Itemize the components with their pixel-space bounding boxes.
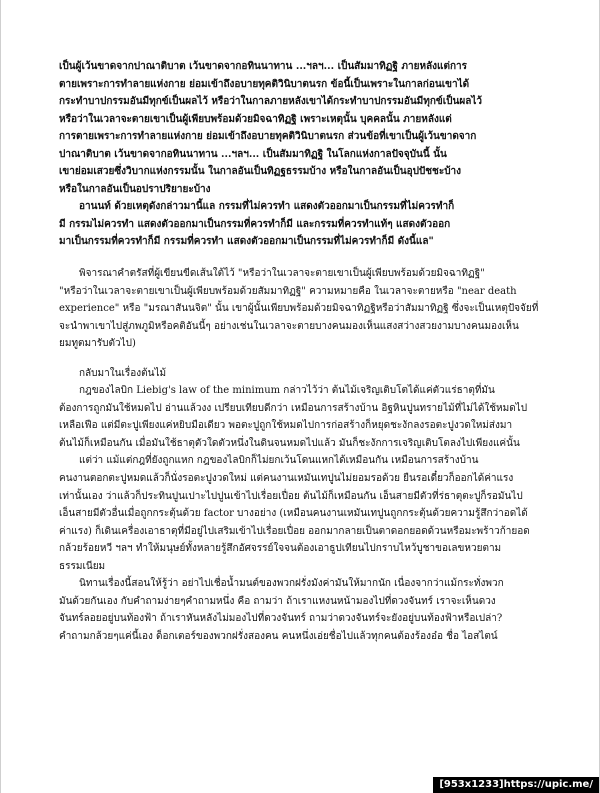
text-line: ยมทูตมารับตัวไป) xyxy=(59,338,136,350)
section-heading: กลับมาในเรื่องต้นไม้ xyxy=(79,367,167,379)
text-line: หรือว่าในเวลาจะตายเขาเป็นผู้เพียบพร้อมด้วยมิจฉาทิฏฐิ เพราะเหตุนั้น บุคคลนั้น ภายหลังแต่ xyxy=(59,113,452,125)
text-line: ปาณาติบาต เว้นขาดจากอทินนาทาน ...ฯลฯ... เป็นสัมมาทิฏฐิ ในโลกแห่งกาลปัจจุบันนี้ นั้น xyxy=(59,148,447,160)
text-line: ธรรมเนียม xyxy=(59,560,106,572)
text-line: คนงานตอกตะปูหมดแล้วก็นั่งรอตะปูงวดใหม่ แต่คนงานเหมันเทปูนไม่ยอมรอด้วย ยืนรอเดี๋ยวก็ออกได้ค่าแรง xyxy=(59,473,514,485)
text-line: เหลือเฟือ แต่มีตะปูเพียงแค่หยิบมือเดียว พอตะปูถูกใช้หมดไปการก่อสร้างก็หยุดชะงักลงรอตะปูงวดใหม่ส่งมา xyxy=(59,420,513,432)
text-line: experience" หรือ "มรณาสันนจิต" นั้น เขาผู้นั้นเพียบพร้อมด้วยมิจฉาทิฏฐิหรือว่าสัมมาทิฏฐิ ซึ่งจะเป็นเหตุปัจจัยที่ xyxy=(59,303,539,315)
text-line: มาเป็นกรรมที่ควรทำก็มี กรรมที่ควรทำ แสดงตัวออกมาเป็นกรรมที่ไม่ควรทำก็มี ดังนี้แล" xyxy=(59,236,434,248)
text-line: ต้องการถูกมันใช้หมดไป อ่านแล้วงง เปรียบเทียบดีกว่า เหมือนการสร้างบ้าน อิฐหินปูนทรายไม้ที่ไม่ได้ใช้หมดไป xyxy=(59,402,528,414)
text-line: ต้นไม้ก็เหมือนกัน เมื่อมันใช้ธาตุตัวใดตัวหนึ่งในดินจนหมดไปแล้ว มันก็ชะงักการเจริญเติบโตลงไปเพียงแค่นั้น xyxy=(59,437,520,449)
document-body xyxy=(59,58,551,646)
text-line: "หรือว่าในเวลาจะตายเขาเป็นผู้เพียบพร้อมด้วยสัมมาทิฏฐิ" ความหมายคือ ในเวลาจะตายหรือ "near death xyxy=(59,285,517,297)
text-line: เท่านั้นเอง ว่าแล้วก็ประทินปูนเปาะไปปูนเข้าไปเรื่อยเปื่อย ต้นไม้ก็เหมือนกัน เอ็นสายมีตัวที่ร่ธาตุตะปูก็รอมันไป xyxy=(59,490,523,502)
image-host-watermark: [953x1233]https://upic.me/ xyxy=(433,777,599,793)
text-line: พิจารณาคำตรัสที่ผู้เขียนขีดเส้นใต้ไว้ "หรือว่าในเวลาจะตายเขาเป็นผู้เพียบพร้อมด้วยมิจฉาทิฏฐิ" xyxy=(79,268,485,280)
text-line: ค่าแรง) ก็เดินเครื่องเอาธาตุที่มีอยู่ไปเสริมเข้าไปเรื่อยเปื่อย ออกมากลายเป็นตาดอกยอดด้วนหรือมะพร้าวก้ายอด xyxy=(59,525,530,537)
text-line: กระทำบาปกรรมอันมีทุกข์เป็นผลไว้ หรือว่าในกาลภายหลังเขาได้กระทำบาปกรรมอันมีทุกข์เป็นผลไว้ xyxy=(59,96,482,108)
text-line: จันทร์ลอยอยู่บนท้องฟ้า ถ้าเราหันหลังไม่มองไปที่ดวงจันทร์ ถามว่าดวงจันทร์จะยังอยู่บนท้องฟ้าหรือเปล่า? xyxy=(59,613,503,625)
text-line: มันด้วยกันเอง กับคำถามง่ายๆคำถามหนึ่ง คือ ถามว่า ถ้าเราแหงนหน้ามองไปที่ดวงจันทร์ เราจะเห็นดวง xyxy=(59,595,496,607)
paragraph-gap xyxy=(59,251,551,265)
text-line: หรือในกาลอันเป็นอปราปริยายะบ้าง xyxy=(59,183,211,195)
text-line: การตายเพราะการทำลายแห่งกาย ย่อมเข้าถึงอบายทุคติวินิบาตนรก ส่วนข้อที่เขาเป็นผู้เว้นขาดจาก xyxy=(59,131,477,143)
text-line: อานนท์ ด้วยเหตุดังกล่าวมานี้แล กรรมที่ไม่ควรทำ แสดงตัวออกมาเป็นกรรมที่ไม่ควรทำก็ xyxy=(79,201,455,213)
text-line: แต่ว่า แม้แต่กฎที่ยังถูกแหก กฎของไลบิกก็ไม่ยกเว้นโดนแหกได้เหมือนกัน เหมือนการสร้างบ้าน xyxy=(79,455,479,467)
text-line: นิทานเรื่องนี้สอนให้รู้ว่า อย่าไปเชื่อน้ำมนต์ของพวกฝรั่งมังค่ามันให้มากนัก เนื่องจากว่าแม้กระทั่งพวก xyxy=(79,578,504,590)
text-line: เขาย่อมเสวยซึ่งวิบากแห่งกรรมนั้น ในกาลอันเป็นทิฏฐธรรมบ้าง หรือในกาลอันเป็นอุปปัชชะบ้าง xyxy=(59,166,462,178)
text-line: กล้วยร้อยหวี ฯลฯ ทำให้มนุษย์ทั้งหลายรู้สึกอัศจรรย์ใจจนต้องเอาธูปเทียนไปกราบไหว้บูชาขอเลขหวยตาม xyxy=(59,543,502,555)
text-line: ตายเพราะการทำลายแห่งกาย ย่อมเข้าถึงอบายทุคติวินิบาตนรก ข้อนี้เป็นเพราะในกาลก่อนเขาได้ xyxy=(59,78,470,90)
text-line: มี กรรมไม่ควรทำ แสดงตัวออกมาเป็นกรรมที่ควรทำก็มี และกรรมที่ควรทำแท้ๆ แสดงตัวออก xyxy=(59,218,451,230)
text-line: เป็นผู้เว้นขาดจากปาณาติบาต เว้นขาดจากอทินนาทาน ...ฯลฯ... เป็นสัมมาทิฏฐิ ภายหลังแต่การ xyxy=(59,61,468,72)
text-line: คำถามกล้วยๆแค่นี้เอง ด็อกเตอร์ของพวกฝรั่งสองคน คนหนึ่งเอ่ยชื่อไปแล้วทุกคนต้องร้องอ๋อ ชื่อ ไอสไตน์ xyxy=(59,630,498,642)
text-line: กฎของไลบิก Liebig's law of the minimum กล่าวไว้ว่า ต้นไม้เจริญเติบโตได้แค่ตัวแร่ธาตุที่มัน xyxy=(79,385,495,397)
paragraph-gap xyxy=(59,353,551,365)
text-line: เอ็นสายมีตัวอื่นเมื่อถูกกระตุ้นด้วย factor บางอย่าง (เหมือนคนงานเหมันเทปูนถูกกระตุ้นด้วยความรู้สึกว่าอดได้ xyxy=(59,508,528,520)
text-line: จะนำพาเขาไปสู่ภพภูมิหรือคติอันนี้ๆ อย่างเช่นในเวลาจะตายบางคนมองเห็นแสงสว่างสวยงามบางคนมองเห็น xyxy=(59,320,519,332)
